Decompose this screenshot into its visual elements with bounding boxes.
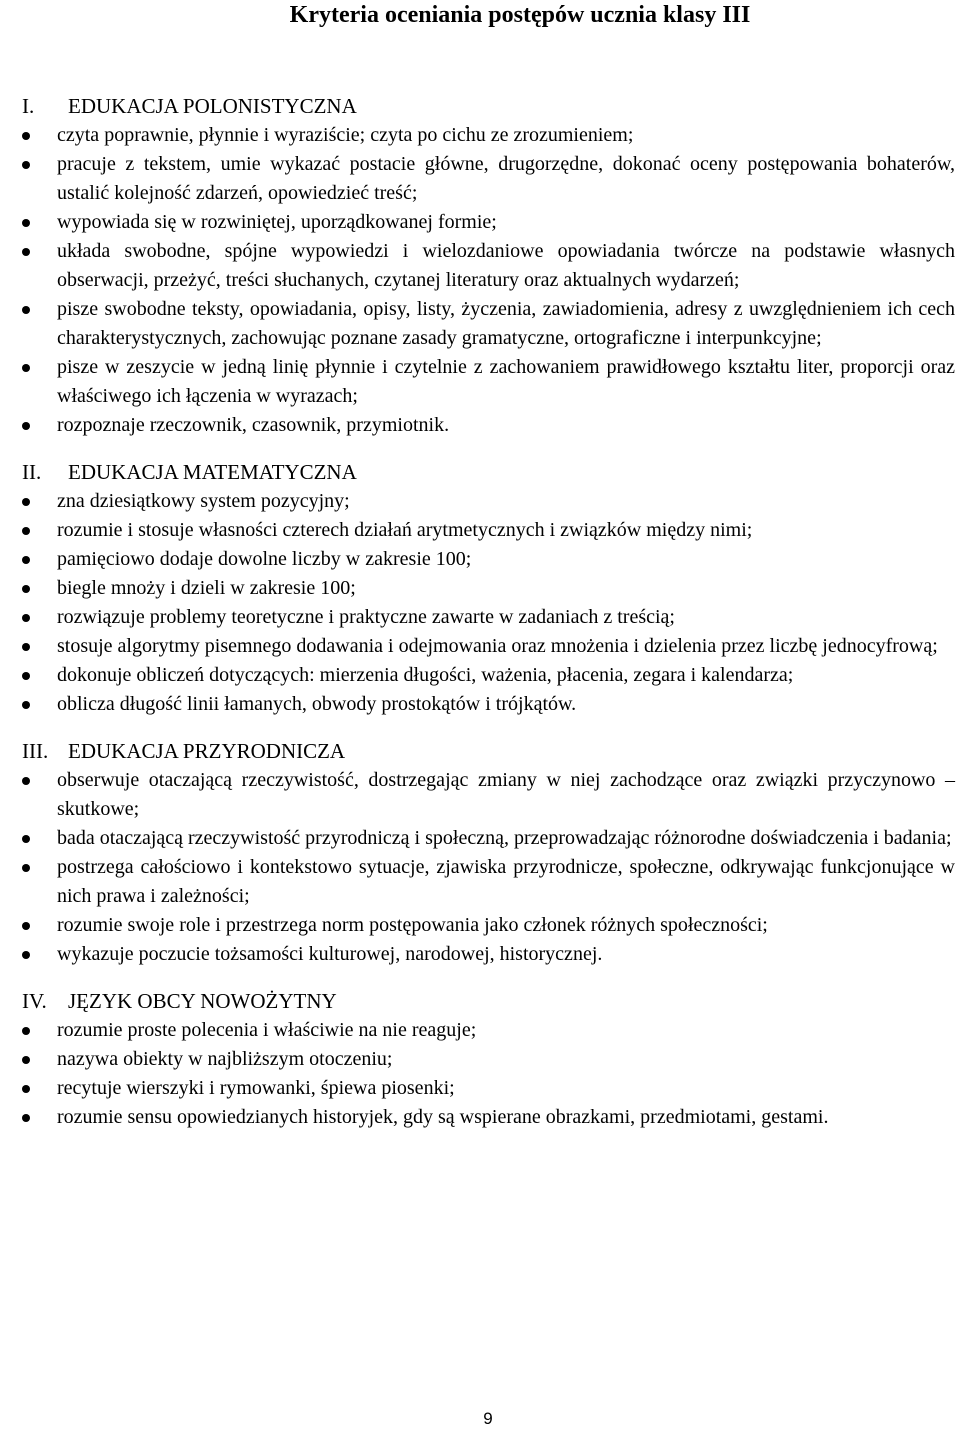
- list-item-text: rozumie sensu opowiedzianych historyjek, gdy są wspierane obrazkami, przedmiotami, gestami.: [57, 1106, 829, 1128]
- bullet-icon: [22, 922, 30, 930]
- bullet-icon: [22, 614, 30, 622]
- list-item-text: oblicza długość linii łamanych, obwody prostokątów i trójkątów.: [57, 693, 577, 715]
- list-item-text: pracuje z tekstem, umie wykazać postacie główne, drugorzędne, dokonać oceny postępowania bohaterów, ustalić kolejność zdarzeń, opowiedzieć treść;: [57, 153, 955, 204]
- bullet-icon: [22, 1085, 30, 1093]
- list-item: [0, 574, 960, 603]
- list-item: [0, 632, 960, 661]
- list-item: [0, 150, 960, 208]
- bullet-icon: [22, 1114, 30, 1122]
- list-item: [0, 1016, 960, 1045]
- section: [0, 458, 960, 719]
- bullet-icon: [22, 556, 30, 564]
- list-item-text: pamięciowo dodaje dowolne liczby w zakresie 100;: [57, 548, 472, 570]
- list-item-text: postrzega całościowo i kontekstowo sytuacje, zjawiska przyrodnicze, społeczne, odkrywając funkcjonujące w nich prawa i zależności;: [57, 856, 955, 907]
- list-item-text: obserwuje otaczającą rzeczywistość, dostrzegając zmiany w niej zachodzące oraz związki przyczynowo – skutkowe;: [57, 769, 955, 820]
- list-item-text: rozumie proste polecenia i właściwie na nie reaguje;: [57, 1019, 477, 1041]
- section: [0, 737, 960, 969]
- page-title: Kryteria oceniania postępów ucznia klasy III: [289, 2, 751, 28]
- list-item-text: dokonuje obliczeń dotyczących: mierzenia długości, ważenia, płacenia, zegara i kalendarza;: [57, 664, 794, 686]
- bullet-icon: [22, 248, 30, 256]
- section-title: EDUKACJA MATEMATYCZNA: [68, 460, 357, 484]
- bullet-icon: [22, 951, 30, 959]
- bullet-icon: [22, 1056, 30, 1064]
- list-item: [0, 853, 960, 911]
- list-item: [0, 487, 960, 516]
- list-item: [0, 121, 960, 150]
- list-item-text: zna dziesiątkowy system pozycyjny;: [57, 490, 350, 512]
- section-number: IV.: [22, 989, 47, 1013]
- list-item-text: pisze swobodne teksty, opowiadania, opisy, listy, życzenia, zawiadomienia, adresy z uwzględnieniem ich cech charakterystycznych, zachowując poznane zasady gramatyczne, ortograficzne i interpunkcyjne;: [57, 298, 955, 349]
- list-item-text: układa swobodne, spójne wypowiedzi i wielozdaniowe opowiadania twórcze na podstawie własnych obserwacji, przeżyć, treści słuchanych, czytanej literatury oraz aktualnych wydarzeń;: [57, 240, 955, 291]
- section-heading: [0, 92, 960, 121]
- section: [0, 92, 960, 440]
- sections-container: [0, 92, 960, 1150]
- list-item-text: recytuje wierszyki i rymowanki, śpiewa piosenki;: [57, 1077, 455, 1099]
- bullet-icon: [22, 835, 30, 843]
- list-item-text: stosuje algorytmy pisemnego dodawania i odejmowania oraz mnożenia i dzielenia przez liczbę jednocyfrową;: [57, 635, 938, 657]
- bullet-icon: [22, 864, 30, 872]
- list-item-text: rozumie swoje role i przestrzega norm postępowania jako członek różnych społeczności;: [57, 914, 768, 936]
- section-title: EDUKACJA POLONISTYCZNA: [68, 94, 357, 118]
- section-heading: [0, 458, 960, 487]
- bullet-icon: [22, 219, 30, 227]
- bullet-icon: [22, 364, 30, 372]
- list-item-text: rozpoznaje rzeczownik, czasownik, przymiotnik.: [57, 414, 450, 436]
- bullet-list: [0, 766, 960, 969]
- section-title: EDUKACJA PRZYRODNICZA: [68, 739, 346, 763]
- section-title: JĘZYK OBCY NOWOŻYTNY: [68, 989, 337, 1013]
- bullet-icon: [22, 672, 30, 680]
- bullet-list: [0, 1016, 960, 1132]
- bullet-icon: [22, 422, 30, 430]
- section-number: I.: [22, 94, 35, 118]
- bullet-icon: [22, 161, 30, 169]
- list-item: [0, 766, 960, 824]
- list-item-text: wykazuje poczucie tożsamości kulturowej, narodowej, historycznej.: [57, 943, 603, 965]
- bullet-icon: [22, 132, 30, 140]
- list-item-text: biegle mnoży i dzieli w zakresie 100;: [57, 577, 356, 599]
- list-item: [0, 411, 960, 440]
- list-item: [0, 545, 960, 574]
- bullet-icon: [22, 1027, 30, 1035]
- list-item: [0, 911, 960, 940]
- list-item: [0, 940, 960, 969]
- page-number: 9: [483, 1409, 493, 1428]
- list-item: [0, 690, 960, 719]
- list-item: [0, 1045, 960, 1074]
- section-heading: [0, 987, 960, 1016]
- list-item-text: wypowiada się w rozwiniętej, uporządkowanej formie;: [57, 211, 497, 233]
- list-item: [0, 516, 960, 545]
- list-item: [0, 824, 960, 853]
- list-item: [0, 295, 960, 353]
- list-item-text: rozwiązuje problemy teoretyczne i praktyczne zawarte w zadaniach z treścią;: [57, 606, 675, 628]
- section-number: II.: [22, 460, 42, 484]
- list-item-text: rozumie i stosuje własności czterech działań arytmetycznych i związków między nimi;: [57, 519, 753, 541]
- list-item-text: pisze w zeszycie w jedną linię płynnie i czytelnie z zachowaniem prawidłowego kształtu liter, proporcji oraz właściwego ich łączenia w wyrazach;: [57, 356, 955, 407]
- bullet-icon: [22, 527, 30, 535]
- list-item: [0, 661, 960, 690]
- bullet-list: [0, 121, 960, 440]
- bullet-icon: [22, 498, 30, 506]
- list-item: [0, 1103, 960, 1132]
- list-item: [0, 208, 960, 237]
- bullet-icon: [22, 777, 30, 785]
- list-item: [0, 237, 960, 295]
- bullet-icon: [22, 643, 30, 651]
- list-item-text: czyta poprawnie, płynnie i wyraziście; czyta po cichu ze zrozumieniem;: [57, 124, 634, 146]
- list-item-text: bada otaczającą rzeczywistość przyrodniczą i społeczną, przeprowadzając różnorodne doświadczenia i badania;: [57, 827, 952, 849]
- bullet-icon: [22, 306, 30, 314]
- bullet-list: [0, 487, 960, 719]
- section: [0, 987, 960, 1132]
- list-item: [0, 353, 960, 411]
- list-item-text: nazywa obiekty w najbliższym otoczeniu;: [57, 1048, 393, 1070]
- bullet-icon: [22, 585, 30, 593]
- list-item: [0, 1074, 960, 1103]
- section-number: III.: [22, 739, 49, 763]
- list-item: [0, 603, 960, 632]
- bullet-icon: [22, 701, 30, 709]
- section-heading: [0, 737, 960, 766]
